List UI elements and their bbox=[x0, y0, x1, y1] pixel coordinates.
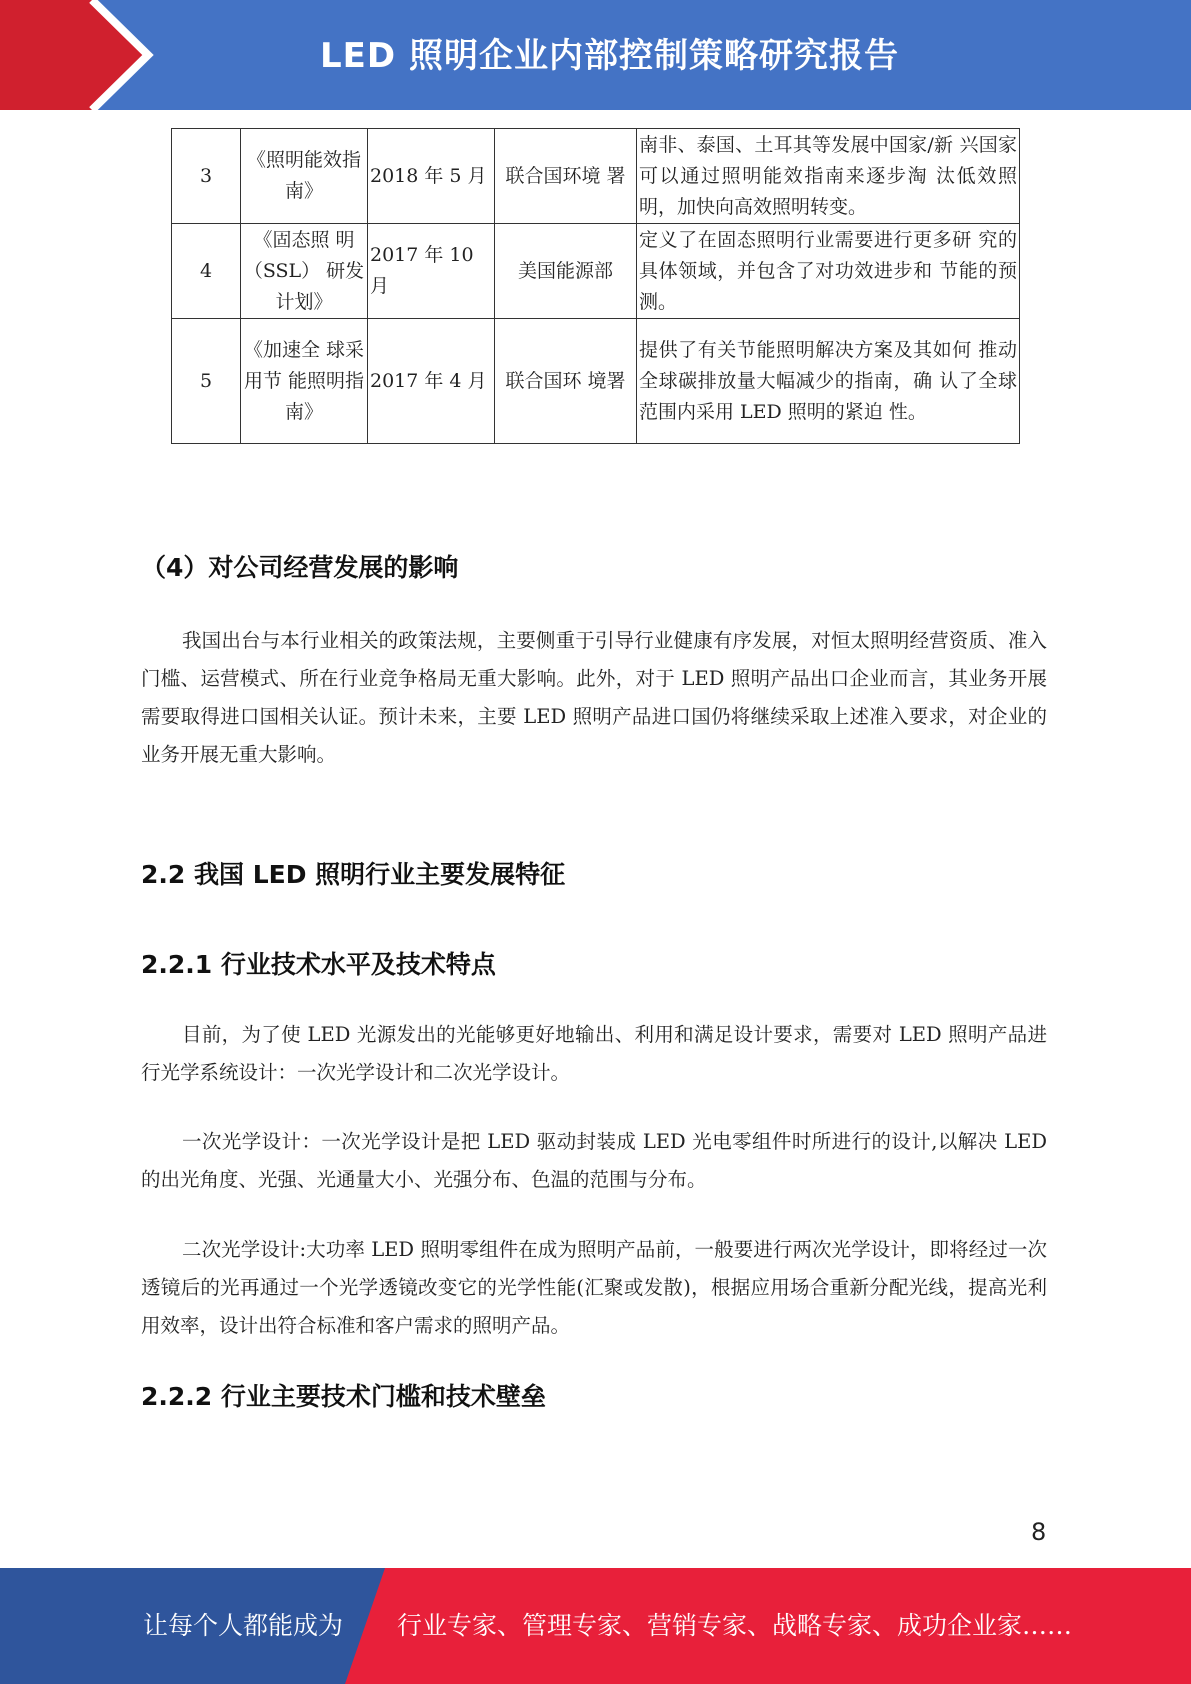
policy-name: 《加速全 球采用节 能照明指 南》 bbox=[241, 319, 368, 444]
section-heading-impact: （4）对公司经营发展的影响 bbox=[141, 553, 459, 582]
paragraph-secondary-optics: 二次光学设计:大功率 LED 照明零组件在成为照明产品前，一般要进行两次光学设计，即将经过一次透镜后的光再通过一个光学透镜改变它的光学性能(汇聚或发散)，根据应用场合重新分配光线，提高光利用效率，设计出符合标准和客户需求的照明产品。 bbox=[141, 1238, 1047, 1337]
policy-date: 2017 年 4 月 bbox=[368, 319, 495, 444]
paragraph-optical-intro: 目前，为了使 LED 光源发出的光能够更好地输出、利用和满足设计要求，需要对 LED 照明产品进行光学系统设计：一次光学设计和二次光学设计。 bbox=[141, 1023, 1047, 1084]
policy-description: 定义了在固态照明行业需要进行更多研 究的具体领域，并包含了对功效进步和 节能的预测。 bbox=[637, 224, 1020, 319]
footer-slogan-left: 让每个人都能成为 bbox=[143, 1611, 344, 1640]
page-number: 8 bbox=[1031, 1518, 1047, 1546]
row-number: 4 bbox=[172, 224, 241, 319]
report-title: LED 照明企业内部控制策略研究报告 bbox=[320, 36, 899, 76]
paragraph-primary-optics: 一次光学设计：一次光学设计是把 LED 驱动封装成 LED 光电零组件时所进行的设计,以解决 LED 的出光角度、光强、光通量大小、光强分布、色温的范围与分布。 bbox=[141, 1130, 1047, 1191]
policy-date: 2017 年 10 月 bbox=[368, 224, 495, 319]
policy-description: 南非、泰国、土耳其等发展中国家/新 兴国家可以通过照明能效指南来逐步淘 汰低效照明，加快向高效照明转变。 bbox=[637, 129, 1020, 224]
policy-name: 《照明能效指南》 bbox=[241, 129, 368, 224]
paragraph-impact: 我国出台与本行业相关的政策法规，主要侧重于引导行业健康有序发展，对恒太照明经营资质、准入门槛、运营模式、所在行业竞争格局无重大影响。此外，对于 LED 照明产品出口企业而言，其业务开展需要取得进口国相关认证。预计未来，主要 LED 照明产品进口国仍将继续采取上述准入要求，对企业的业务开展无重大影响。 bbox=[141, 629, 1047, 766]
page-footer bbox=[0, 1568, 1191, 1684]
section-heading-2-2: 2.2 我国 LED 照明行业主要发展特征 bbox=[141, 860, 566, 889]
row-number: 3 bbox=[172, 129, 241, 224]
footer-slogan-right: 行业专家、管理专家、营销专家、战略专家、成功企业家…… bbox=[397, 1611, 1073, 1640]
section-heading-2-2-2: 2.2.2 行业主要技术门槛和技术壁垒 bbox=[141, 1382, 546, 1411]
policy-date: 2018 年 5 月 bbox=[368, 129, 495, 224]
section-heading-2-2-1: 2.2.1 行业技术水平及技术特点 bbox=[141, 950, 496, 979]
header-arrow-decoration bbox=[0, 0, 160, 110]
page-header bbox=[0, 0, 1191, 110]
row-number: 5 bbox=[172, 319, 241, 444]
table-row bbox=[172, 224, 1020, 319]
table-row bbox=[172, 319, 1020, 444]
table-row bbox=[172, 129, 1020, 224]
policy-org: 联合国环境 署 bbox=[495, 129, 637, 224]
policy-name: 《固态照 明（SSL） 研发计划》 bbox=[241, 224, 368, 319]
policy-table bbox=[171, 128, 1020, 444]
policy-description: 提供了有关节能照明解决方案及其如何 推动全球碳排放量大幅减少的指南，确 认了全球范围内采用 LED 照明的紧迫 性。 bbox=[637, 319, 1020, 444]
policy-org: 联合国环 境署 bbox=[495, 319, 637, 444]
policy-org: 美国能源部 bbox=[495, 224, 637, 319]
